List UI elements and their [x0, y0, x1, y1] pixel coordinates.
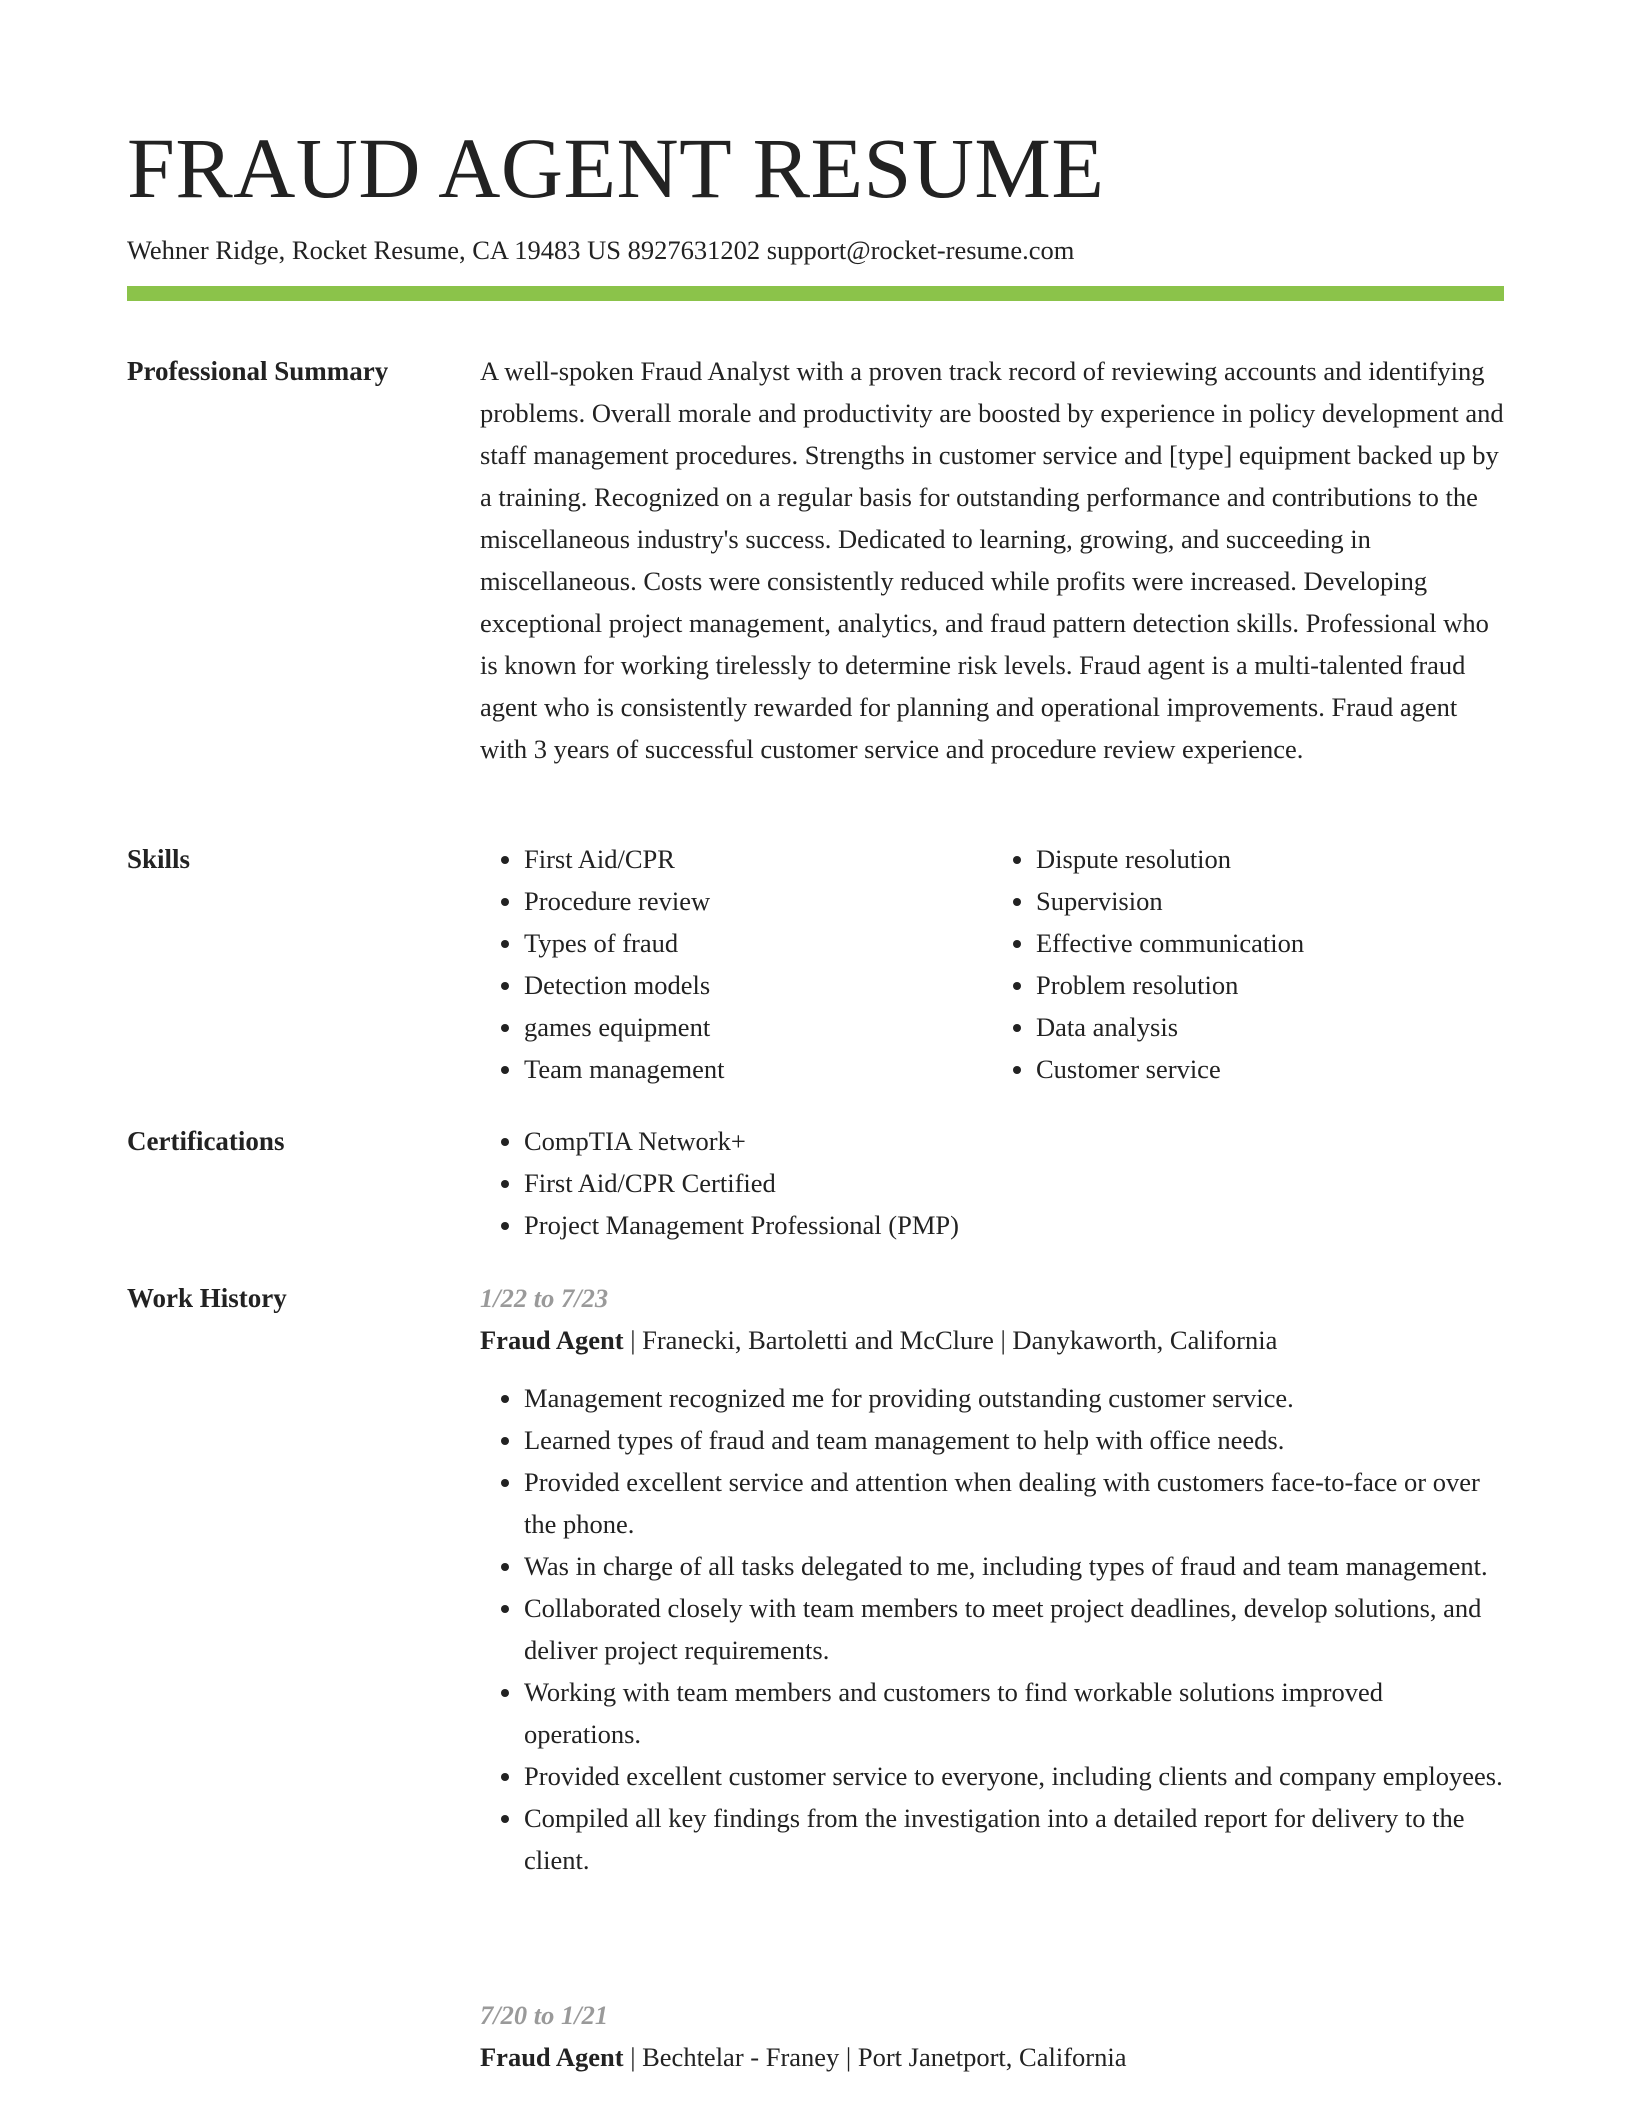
job-duty-item: • Working with team members and customers to find workable solutions improved operations.: [524, 1671, 1504, 1755]
section-label-summary: Professional Summary: [127, 356, 389, 386]
job-duty-item: • Collaborated closely with team members to meet project deadlines, develop solutions, and deliver project requirements.: [524, 1587, 1504, 1671]
job-role: Fraud Agent: [480, 1325, 624, 1355]
skill-item: • Types of fraud: [524, 922, 992, 964]
skill-item: • Procedure review: [524, 880, 992, 922]
skills-column-1: [480, 838, 992, 1090]
job-entry: [480, 1994, 1504, 2078]
job-role: Fraud Agent: [480, 2042, 624, 2072]
certification-item: • CompTIA Network+: [524, 1120, 1504, 1162]
job-duty-item: • Learned types of fraud and team management to help with office needs.: [524, 1419, 1504, 1461]
accent-divider: [127, 286, 1504, 301]
job-duty-item: • Was in charge of all tasks delegated to me, including types of fraud and team management.: [524, 1545, 1504, 1587]
job-duty-item: • Provided excellent service and attention when dealing with customers face-to-face or over the phone.: [524, 1461, 1504, 1545]
skill-item: • Data analysis: [1036, 1006, 1504, 1048]
certification-item: • First Aid/CPR Certified: [524, 1162, 1504, 1204]
job-duties: [480, 1377, 1504, 1881]
skill-item: • Detection models: [524, 964, 992, 1006]
job-dates: 7/20 to 1/21: [480, 2000, 609, 2030]
skill-item: • Dispute resolution: [1036, 838, 1504, 880]
skill-item: • First Aid/CPR: [524, 838, 992, 880]
job-duty-item: • Management recognized me for providing outstanding customer service.: [524, 1377, 1504, 1419]
contact-line: Wehner Ridge, Rocket Resume, CA 19483 US 8927631202 support@rocket-resume.com: [127, 235, 1075, 265]
skills-list: [480, 838, 1504, 1090]
skill-item: • Customer service: [1036, 1048, 1504, 1090]
certification-item: • Project Management Professional (PMP): [524, 1204, 1504, 1246]
job-duty-item: • Provided excellent customer service to everyone, including clients and company employees.: [524, 1755, 1504, 1797]
skill-item: • Supervision: [1036, 880, 1504, 922]
job-employer-location: | Franecki, Bartoletti and McClure | Danykaworth, California: [623, 1325, 1278, 1355]
skill-item: • Effective communication: [1036, 922, 1504, 964]
job-employer-location: | Bechtelar - Franey | Port Janetport, California: [623, 2042, 1127, 2072]
job-dates: 1/22 to 7/23: [480, 1283, 609, 1313]
skill-item: • Problem resolution: [1036, 964, 1504, 1006]
skills-column-2: [992, 838, 1504, 1090]
section-label-certifications: Certifications: [127, 1126, 285, 1156]
section-label-work-history: Work History: [127, 1283, 287, 1313]
resume-title: FRAUD AGENT RESUME: [127, 120, 1105, 216]
job-title-line: [480, 2036, 1504, 2078]
certifications-list: [480, 1120, 1504, 1246]
job-entry: [480, 1277, 1504, 1881]
skill-item: • games equipment: [524, 1006, 992, 1048]
skill-item: • Team management: [524, 1048, 992, 1090]
job-title-line: [480, 1319, 1504, 1361]
summary-text: A well-spoken Fraud Analyst with a proven track record of reviewing accounts and identifying problems. Overall morale and productivity are boosted by experience in policy development and staff management procedures. Strengths in customer service and [type] equipment backed up by a training. Recognized on a regular basis for outstanding performance and contributions to the miscellaneous industry's success. Dedicated to learning, growing, and succeeding in miscellaneous. Costs were consistently reduced while profits were increased. Developing exceptional project management, analytics, and fraud pattern detection skills. Professional who is known for working tirelessly to determine risk levels. Fraud agent is a multi-talented fraud agent who is consistently rewarded for planning and operational improvements. Fraud agent with 3 years of successful customer service and procedure review experience.: [480, 356, 1504, 764]
job-duty-item: • Compiled all key findings from the investigation into a detailed report for delivery to the client.: [524, 1797, 1504, 1881]
section-label-skills: Skills: [127, 844, 191, 874]
